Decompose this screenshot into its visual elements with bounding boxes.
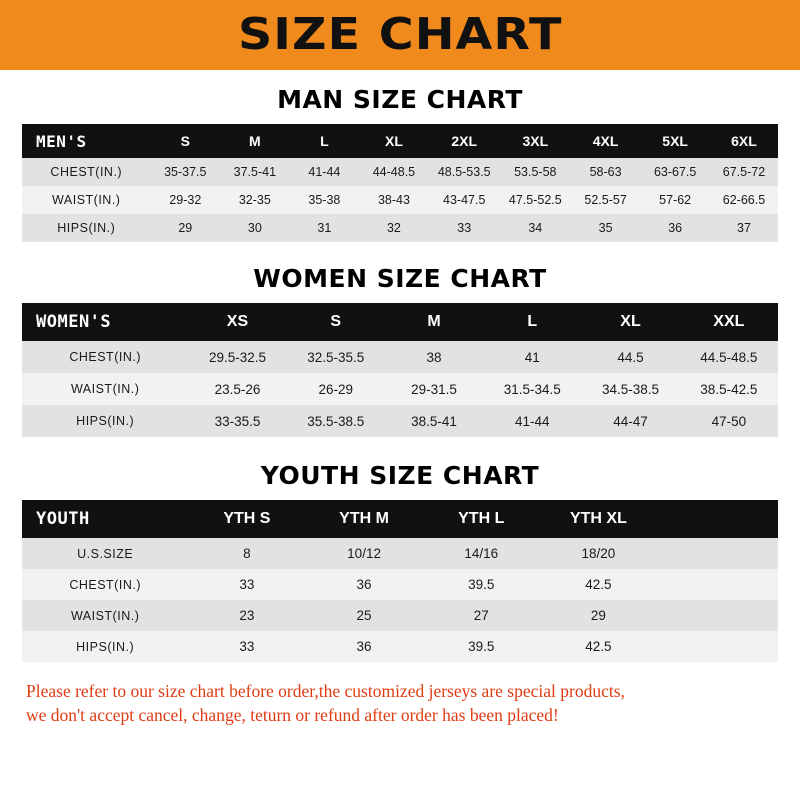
cell: 14/16 bbox=[423, 538, 540, 569]
table-row bbox=[22, 158, 778, 186]
section-title-women: WOMEN SIZE CHART bbox=[253, 264, 547, 293]
cell: 34 bbox=[500, 214, 571, 242]
cell bbox=[657, 631, 717, 662]
cell: 44-48.5 bbox=[359, 158, 429, 186]
cell: 27 bbox=[423, 600, 540, 631]
header-banner bbox=[0, 0, 800, 70]
cell: 31.5-34.5 bbox=[483, 373, 581, 405]
cell: 37 bbox=[710, 214, 778, 242]
column-header bbox=[657, 500, 717, 538]
cell: 29-31.5 bbox=[385, 373, 483, 405]
row-label: CHEST(IN.) bbox=[22, 341, 188, 373]
cell: 29-32 bbox=[151, 186, 221, 214]
column-header: 6XL bbox=[710, 124, 778, 158]
cell: 33-35.5 bbox=[188, 405, 286, 437]
row-label: WAIST(IN.) bbox=[22, 600, 188, 631]
cell: 38.5-41 bbox=[385, 405, 483, 437]
cell: 48.5-53.5 bbox=[429, 158, 500, 186]
column-header: L bbox=[483, 303, 581, 341]
cell: 47-50 bbox=[680, 405, 778, 437]
column-header-rowlabel: YOUTH bbox=[22, 500, 188, 538]
women-size-table bbox=[22, 303, 778, 437]
cell: 10/12 bbox=[305, 538, 422, 569]
cell: 26-29 bbox=[287, 373, 385, 405]
cell: 38 bbox=[385, 341, 483, 373]
column-header bbox=[717, 500, 778, 538]
column-header: S bbox=[287, 303, 385, 341]
column-header: YTH L bbox=[423, 500, 540, 538]
column-header: XS bbox=[188, 303, 286, 341]
cell: 41 bbox=[483, 341, 581, 373]
cell: 63-67.5 bbox=[640, 158, 710, 186]
cell: 29 bbox=[540, 600, 657, 631]
cell: 29 bbox=[151, 214, 221, 242]
column-header: YTH M bbox=[305, 500, 422, 538]
cell: 35.5-38.5 bbox=[287, 405, 385, 437]
column-header-rowlabel: MEN'S bbox=[22, 124, 151, 158]
cell: 25 bbox=[305, 600, 422, 631]
row-label: WAIST(IN.) bbox=[22, 373, 188, 405]
table-row bbox=[22, 214, 778, 242]
cell: 41-44 bbox=[290, 158, 360, 186]
cell: 8 bbox=[188, 538, 305, 569]
cell bbox=[717, 569, 778, 600]
cell: 30 bbox=[220, 214, 290, 242]
man-size-table bbox=[22, 124, 778, 242]
table-row bbox=[22, 569, 778, 600]
cell: 67.5-72 bbox=[710, 158, 778, 186]
chart-content bbox=[0, 70, 800, 800]
cell: 38-43 bbox=[359, 186, 429, 214]
cell: 41-44 bbox=[483, 405, 581, 437]
cell: 52.5-57 bbox=[571, 186, 641, 214]
column-header: 5XL bbox=[640, 124, 710, 158]
table-row bbox=[22, 341, 778, 373]
table-row bbox=[22, 373, 778, 405]
column-header: XL bbox=[359, 124, 429, 158]
column-header: YTH S bbox=[188, 500, 305, 538]
cell: 34.5-38.5 bbox=[581, 373, 679, 405]
cell: 36 bbox=[305, 631, 422, 662]
table-header-row bbox=[22, 303, 778, 341]
cell: 58-63 bbox=[571, 158, 641, 186]
cell: 62-66.5 bbox=[710, 186, 778, 214]
column-header: M bbox=[220, 124, 290, 158]
page-title: SIZE CHART bbox=[237, 9, 563, 60]
cell bbox=[657, 600, 717, 631]
order-notice bbox=[22, 680, 778, 737]
cell bbox=[657, 538, 717, 569]
notice-line-2: we don't accept cancel, change, teturn or refund after order has been placed! bbox=[26, 704, 559, 725]
table-row bbox=[22, 405, 778, 437]
cell: 38.5-42.5 bbox=[680, 373, 778, 405]
cell: 35 bbox=[571, 214, 641, 242]
cell: 39.5 bbox=[423, 631, 540, 662]
row-label: HIPS(IN.) bbox=[22, 631, 188, 662]
cell: 33 bbox=[429, 214, 500, 242]
notice-line-1: Please refer to our size chart before order,the customized jerseys are special products, bbox=[26, 681, 625, 701]
column-header: 2XL bbox=[429, 124, 500, 158]
cell: 23 bbox=[188, 600, 305, 631]
cell: 33 bbox=[188, 631, 305, 662]
cell bbox=[657, 569, 717, 600]
section-title-man: MAN SIZE CHART bbox=[277, 85, 523, 114]
cell: 32-35 bbox=[220, 186, 290, 214]
cell: 44.5 bbox=[581, 341, 679, 373]
cell: 37.5-41 bbox=[220, 158, 290, 186]
cell: 32.5-35.5 bbox=[287, 341, 385, 373]
table-header-row bbox=[22, 500, 778, 538]
row-label: CHEST(IN.) bbox=[22, 158, 151, 186]
cell: 44-47 bbox=[581, 405, 679, 437]
cell: 57-62 bbox=[640, 186, 710, 214]
column-header: XXL bbox=[680, 303, 778, 341]
section-title-youth: YOUTH SIZE CHART bbox=[260, 461, 540, 490]
cell: 18/20 bbox=[540, 538, 657, 569]
cell: 43-47.5 bbox=[429, 186, 500, 214]
column-header: 3XL bbox=[500, 124, 571, 158]
row-label: WAIST(IN.) bbox=[22, 186, 151, 214]
cell: 42.5 bbox=[540, 569, 657, 600]
row-label: U.S.SIZE bbox=[22, 538, 188, 569]
row-label: HIPS(IN.) bbox=[22, 405, 188, 437]
table-row bbox=[22, 631, 778, 662]
cell: 39.5 bbox=[423, 569, 540, 600]
cell: 36 bbox=[640, 214, 710, 242]
cell: 42.5 bbox=[540, 631, 657, 662]
cell: 35-37.5 bbox=[151, 158, 221, 186]
cell: 32 bbox=[359, 214, 429, 242]
row-label: HIPS(IN.) bbox=[22, 214, 151, 242]
table-header-row bbox=[22, 124, 778, 158]
cell bbox=[717, 538, 778, 569]
column-header: M bbox=[385, 303, 483, 341]
cell: 23.5-26 bbox=[188, 373, 286, 405]
cell bbox=[717, 600, 778, 631]
cell: 35-38 bbox=[290, 186, 360, 214]
table-row bbox=[22, 186, 778, 214]
cell bbox=[717, 631, 778, 662]
cell: 33 bbox=[188, 569, 305, 600]
table-row bbox=[22, 600, 778, 631]
cell: 44.5-48.5 bbox=[680, 341, 778, 373]
column-header: L bbox=[290, 124, 360, 158]
column-header: XL bbox=[581, 303, 679, 341]
column-header: S bbox=[151, 124, 221, 158]
table-row bbox=[22, 538, 778, 569]
row-label: CHEST(IN.) bbox=[22, 569, 188, 600]
cell: 29.5-32.5 bbox=[188, 341, 286, 373]
cell: 36 bbox=[305, 569, 422, 600]
cell: 47.5-52.5 bbox=[500, 186, 571, 214]
youth-size-table bbox=[22, 500, 778, 662]
column-header-rowlabel: WOMEN'S bbox=[22, 303, 188, 341]
cell: 31 bbox=[290, 214, 360, 242]
cell: 53.5-58 bbox=[500, 158, 571, 186]
column-header: YTH XL bbox=[540, 500, 657, 538]
column-header: 4XL bbox=[571, 124, 641, 158]
